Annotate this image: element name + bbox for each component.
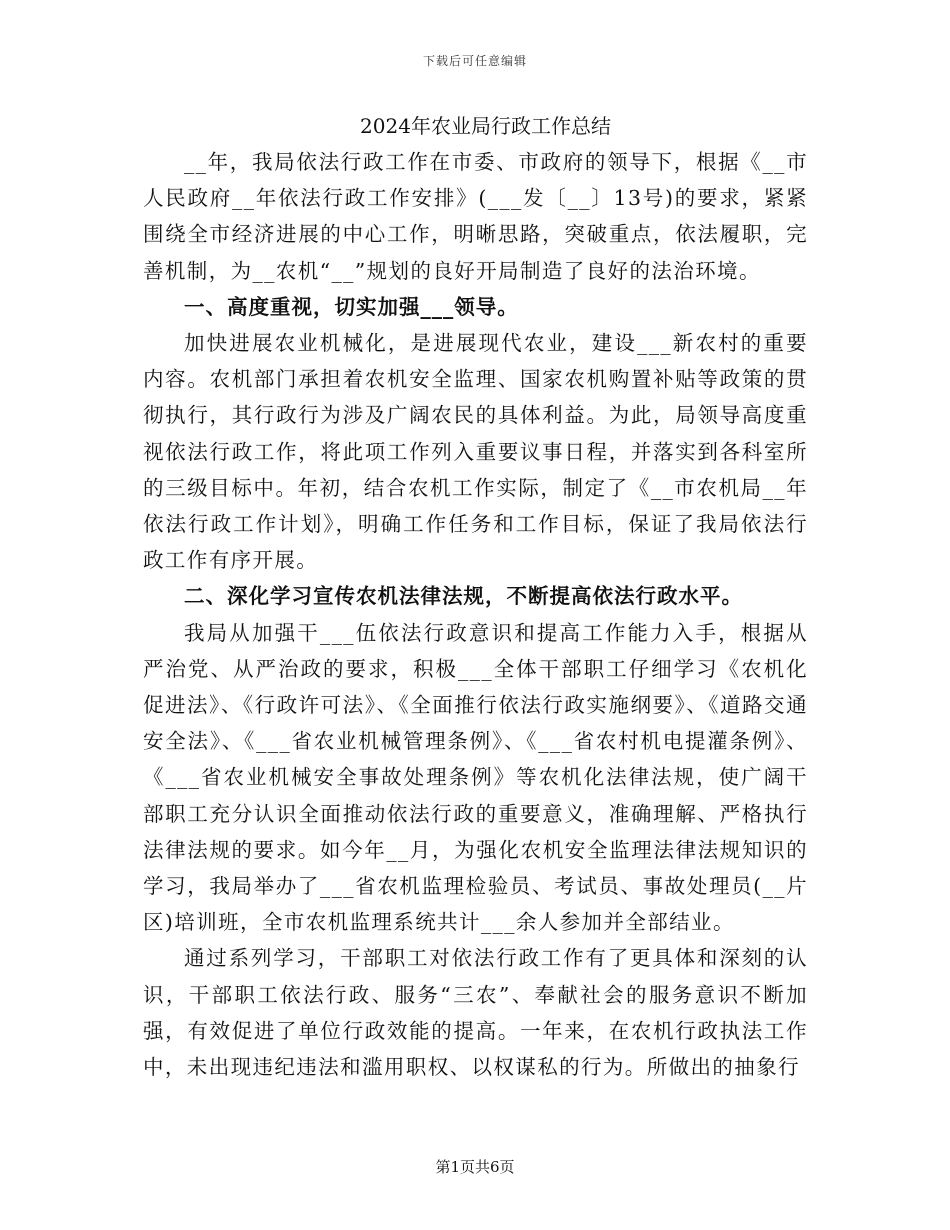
document-title: 2024年农业局行政工作总结 bbox=[360, 114, 611, 138]
section-heading-2: 二、深化学习宣传农机法律法规，不断提高依法行政水平。 bbox=[184, 584, 743, 609]
section-1-paragraph: 加快进展农业机械化，是进展现代农业，建设___新农村的重要内容。农机部门承担着农机安全监理、国家农机购置补贴等政策的贯彻执行，其行政行为涉及广阔农民的具体利益。为此，局领导高度重视依法行政工作，将此项工作列入重要议事日程，并落实到各科室所的三级目标中。年初，结合农机工作实际，制定了《__市农机局__年依法行政工作计划》，明确工作任务和工作目标，保证了我局依法行政工作有序开展。 bbox=[143, 331, 808, 573]
section-2-paragraph-1: 我局从加强干___伍依法行政意识和提高工作能力入手，根据从严治党、从严治政的要求，积极___全体干部职工仔细学习《农机化促进法》、《行政许可法》、《全面推行依法行政实施纲要》、《道路交通安全法》、《___省农业机械管理条例》、《___省农村机电提灌条例》、《___省农业机械安全事故处理条例》等农机化法律法规，使广阔干部职工充分认识全面推动依法行政的重要意义，准确理解、严格执行法律法规的要求。如今年__月，为强化农机安全监理法律法规知识的学习，我局举办了___省农机监理检验员、考试员、事故处理员(__片区)培训班，全市农机监理系统共计___余人参加并全部结业。 bbox=[143, 620, 808, 935]
section-2-paragraph-2: 通过系列学习，干部职工对依法行政工作有了更具体和深刻的认识，干部职工依法行政、服务“三农”、奉献社会的服务意识不断加强，有效促进了单位行政效能的提高。一年来，在农机行政执法工作中，未出现违纪违法和滥用职权、以权谋私的行为。所做出的抽象行 bbox=[143, 946, 808, 1080]
section-heading-1: 一、高度重视，切实加强___领导。 bbox=[184, 294, 519, 319]
page-number: 第1页共6页 bbox=[435, 1158, 515, 1176]
header-note: 下载后可任意编辑 bbox=[422, 54, 527, 68]
document-body bbox=[143, 108, 808, 1085]
intro-paragraph: __年，我局依法行政工作在市委、市政府的领导下，根据《__市人民政府__年依法行政工作安排》(___发〔__〕13号)的要求，紧紧围绕全市经济进展的中心工作，明晰思路，突破重点，依法履职，完善机制，为__农机“__”规划的良好开局制造了良好的法治环境。 bbox=[143, 150, 808, 283]
